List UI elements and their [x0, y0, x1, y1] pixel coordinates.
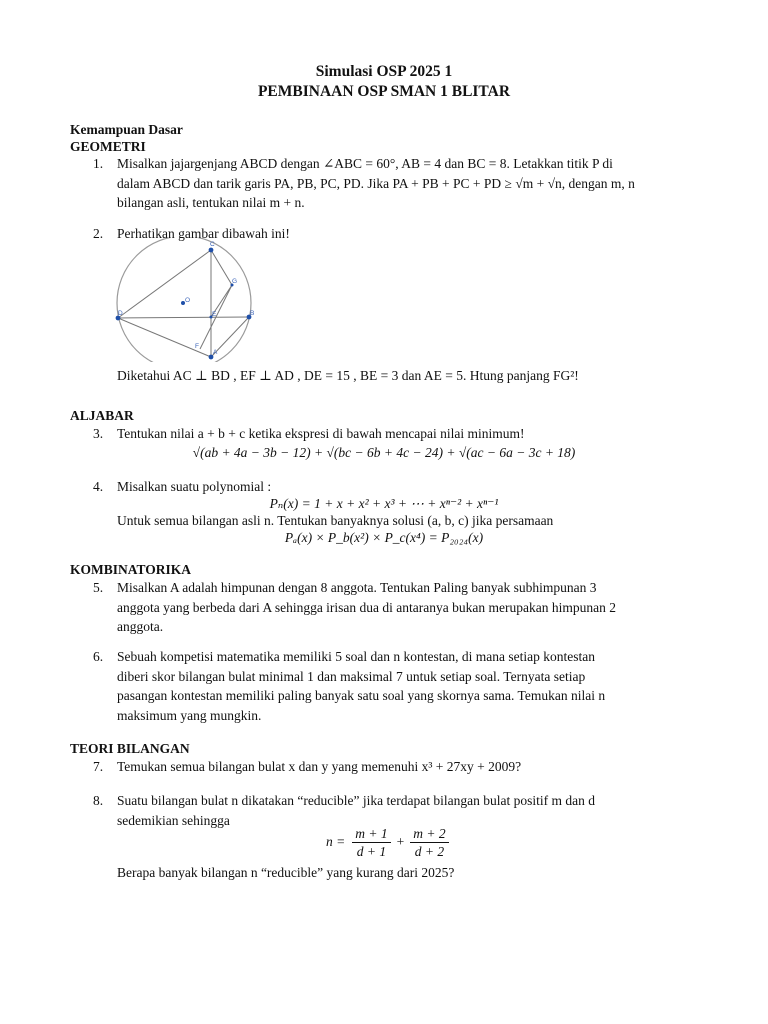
section-geometri: GEOMETRI [70, 139, 146, 154]
fraction-2-denominator: d + 2 [414, 843, 445, 859]
problem-5-line-2: anggota yang berbeda dari A sehingga irisan dua di antaranya bukan merupakan himpunan 2 [117, 599, 616, 615]
problem-4-formula-1: Pₙ(x) = 1 + x + x² + x³ + ⋯ + xⁿ⁻² + xⁿ⁻¹ [269, 496, 499, 511]
figure-circle [117, 238, 251, 362]
fraction-2-numerator: m + 2 [410, 825, 448, 843]
problem-1-line-2: dalam ABCD dan tarik garis PA, PB, PC, PD. Jika PA + PB + PC + PD ≥ √m + √n, dengan m, n [117, 175, 635, 191]
problem-6-number: 6. [93, 649, 104, 664]
problem-3-formula: √(ab + 4a − 3b − 12) + √(bc − 6b + 4c − 24) + √(ac − 6a − 3c + 18) [192, 445, 576, 460]
problem-1-line-1: Misalkan jajargenjang ABCD dengan ∠ABC = 60°, AB = 4 dan BC = 8. Letakkan titik P di [117, 156, 613, 171]
problem-6-text [117, 647, 707, 725]
problem-8-line-3: Berapa banyak bilangan n “reducible” yang kurang dari 2025? [117, 865, 455, 880]
point-c [209, 248, 214, 253]
problem-2-number: 2. [93, 226, 104, 241]
section-intro: Kemampuan Dasar [70, 122, 183, 137]
problem-4-number: 4. [93, 479, 104, 494]
formula-plus: + [396, 834, 405, 849]
fraction-2 [410, 825, 448, 860]
problem-1-line-3: bilangan asli, tentukan nilai m + n. [117, 195, 305, 210]
formula-lhs: n = [326, 834, 346, 849]
problem-6-line-3: pasangan kontestan memiliki paling banyak satu soal yang skornya sama. Temukan nilai n [117, 688, 606, 703]
problem-5-text [117, 578, 707, 637]
label-b: B [250, 310, 255, 317]
label-d: D [118, 310, 123, 317]
segment-da [118, 318, 211, 357]
segment-db [118, 317, 249, 318]
section-aljabar: ALJABAR [70, 408, 134, 423]
label-e: E [212, 311, 217, 318]
section-kombinatorika: KOMBINATORIKA [70, 562, 192, 577]
problem-6-line-2: diberi skor bilangan bulat minimal 1 dan maksimal 7 untuk setiap soal. Ternyata setiap [117, 668, 586, 684]
problem-4-line-2: Untuk semua bilangan asli n. Tentukan banyaknya solusi (a, b, c) jika persamaan [117, 513, 554, 528]
section-teori-bilangan: TEORI BILANGAN [70, 741, 190, 756]
fraction-1-denominator: d + 1 [356, 843, 387, 859]
problem-4-text: Misalkan suatu polynomial : [117, 479, 272, 494]
problem-5-line-1: Misalkan A adalah himpunan dengan 8 anggota. Tentukan Paling banyak subhimpunan 3 [117, 580, 597, 595]
segment-cg [211, 250, 232, 285]
problem-8-number: 8. [93, 793, 104, 808]
problem-1-text [117, 154, 707, 213]
page-title: Simulasi OSP 2025 1 [315, 63, 453, 80]
problem-2-text: Perhatikan gambar dibawah ini! [117, 226, 290, 241]
problem-7-text: Temukan semua bilangan bulat x dan y yang memenuhi x³ + 27xy + 2009? [117, 759, 522, 774]
label-f: F [195, 343, 199, 350]
page-subtitle: PEMBINAAN OSP SMAN 1 BLITAR [257, 83, 511, 100]
problem-8-line-1: Suatu bilangan bulat n dikatakan “reducible” jika terdapat bilangan bulat positif m dan d [117, 793, 595, 808]
label-c: C [210, 241, 215, 248]
problem-8-line-2: sedemikian sehingga [117, 812, 230, 828]
problem-2-given: Diketahui AC ⊥ BD , EF ⊥ AD , DE = 15 , BE = 3 dan AE = 5. Htung panjang FG²! [117, 368, 579, 383]
problem-6-line-1: Sebuah kompetisi matematika memiliki 5 soal dan n kontestan, di mana setiap kontestan [117, 649, 596, 664]
label-a: A [213, 349, 218, 356]
problem-5-number: 5. [93, 580, 104, 595]
problem-6-line-4: maksimum yang mungkin. [117, 707, 262, 723]
problem-4-formula-2: Pₐ(x) × P_b(x²) × P_c(x⁴) = P₂₀₂₄(x) [284, 530, 484, 545]
geometry-figure [108, 238, 268, 362]
problem-7-number: 7. [93, 759, 104, 774]
fraction-1 [352, 825, 390, 860]
problem-5-line-3: anggota. [117, 619, 164, 634]
problem-8-formula [326, 824, 452, 860]
label-g: G [232, 278, 238, 285]
problem-3-number: 3. [93, 426, 104, 441]
problem-1-number: 1. [93, 156, 104, 171]
label-o: O [185, 297, 191, 304]
fraction-1-numerator: m + 1 [352, 825, 390, 843]
problem-3-text: Tentukan nilai a + b + c ketika ekspresi di bawah mencapai nilai minimum! [117, 426, 525, 441]
